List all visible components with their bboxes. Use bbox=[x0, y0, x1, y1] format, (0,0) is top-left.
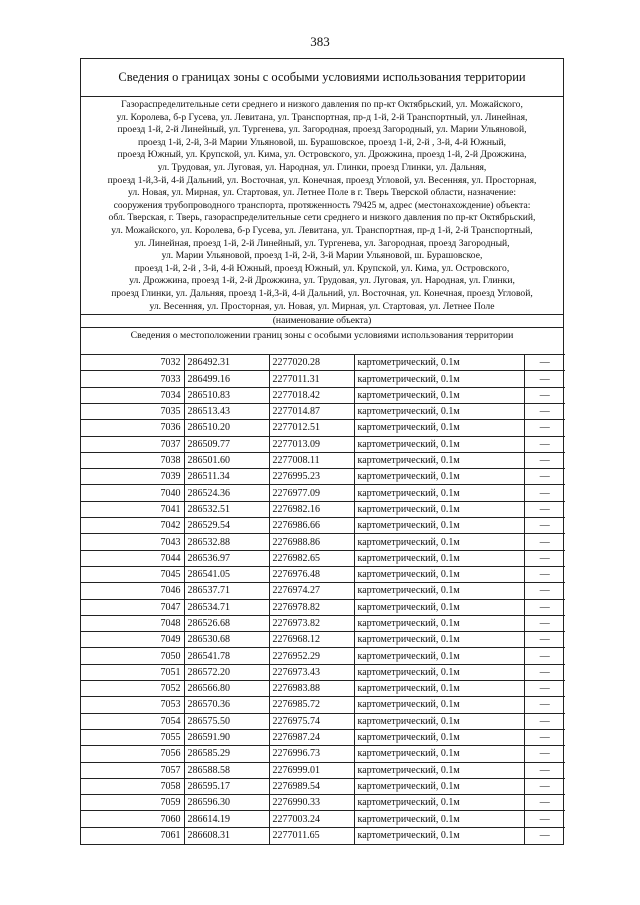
determination-method: картометрический, 0.1м bbox=[354, 795, 524, 811]
point-number: 7035 bbox=[81, 403, 184, 419]
y-coordinate: 2276976.48 bbox=[269, 566, 354, 582]
determination-method: картометрический, 0.1м bbox=[354, 583, 524, 599]
table-row bbox=[81, 518, 565, 534]
determination-method: картометрический, 0.1м bbox=[354, 501, 524, 517]
table-row bbox=[81, 387, 565, 403]
description-line: Газораспределительные сети среднего и низкого давления по пр-кт Октябрьский, ул. Можайского, bbox=[121, 99, 523, 110]
determination-method: картометрический, 0.1м bbox=[354, 469, 524, 485]
coordinates-table-body bbox=[81, 355, 565, 844]
y-coordinate: 2277020.28 bbox=[269, 355, 354, 371]
mean-error: — bbox=[524, 632, 565, 648]
determination-method: картометрический, 0.1м bbox=[354, 420, 524, 436]
form-title: Сведения о границах зоны с особыми условиями использования территории bbox=[81, 59, 563, 97]
x-coordinate: 286529.54 bbox=[184, 518, 269, 534]
determination-method: картометрический, 0.1м bbox=[354, 387, 524, 403]
determination-method: картометрический, 0.1м bbox=[354, 599, 524, 615]
point-number: 7036 bbox=[81, 420, 184, 436]
point-number: 7039 bbox=[81, 469, 184, 485]
y-coordinate: 2277013.09 bbox=[269, 436, 354, 452]
table-row bbox=[81, 778, 565, 794]
mean-error: — bbox=[524, 811, 565, 827]
point-number: 7041 bbox=[81, 501, 184, 517]
y-coordinate: 2277014.87 bbox=[269, 403, 354, 419]
description-line: проезд Глинки, ул. Дальняя, проезд 1-й,3-й, 4-й Дальний, ул. Восточная, ул. Конечная, проезд Угловой, bbox=[111, 287, 533, 299]
x-coordinate: 286585.29 bbox=[184, 746, 269, 762]
mean-error: — bbox=[524, 534, 565, 550]
determination-method: картометрический, 0.1м bbox=[354, 648, 524, 664]
y-coordinate: 2276985.72 bbox=[269, 697, 354, 713]
x-coordinate: 286499.16 bbox=[184, 371, 269, 387]
table-row bbox=[81, 713, 565, 729]
point-number: 7038 bbox=[81, 452, 184, 468]
mean-error: — bbox=[524, 615, 565, 631]
mean-error: — bbox=[524, 778, 565, 794]
mean-error: — bbox=[524, 371, 565, 387]
x-coordinate: 286541.05 bbox=[184, 566, 269, 582]
y-coordinate: 2276987.24 bbox=[269, 729, 354, 745]
point-number: 7052 bbox=[81, 681, 184, 697]
determination-method: картометрический, 0.1м bbox=[354, 746, 524, 762]
determination-method: картометрический, 0.1м bbox=[354, 534, 524, 550]
determination-method: картометрический, 0.1м bbox=[354, 518, 524, 534]
description-line: ул. Весенняя, ул. Просторная, ул. Новая, ул. Мирная, ул. Стартовая, ул. Летнее Поле bbox=[149, 300, 495, 312]
mean-error: — bbox=[524, 355, 565, 371]
y-coordinate: 2276982.65 bbox=[269, 550, 354, 566]
table-row bbox=[81, 664, 565, 680]
mean-error: — bbox=[524, 713, 565, 729]
x-coordinate: 286572.20 bbox=[184, 664, 269, 680]
determination-method: картометрический, 0.1м bbox=[354, 615, 524, 631]
determination-method: картометрический, 0.1м bbox=[354, 729, 524, 745]
table-row bbox=[81, 371, 565, 387]
table-row bbox=[81, 355, 565, 371]
description-line: ул. Дрожжина, проезд 1-й, 2-й Дрожжина, ул. Трудовая, ул. Луговая, ул. Народная, ул. Глинки, bbox=[129, 275, 515, 287]
point-number: 7033 bbox=[81, 371, 184, 387]
determination-method: картометрический, 0.1м bbox=[354, 403, 524, 419]
mean-error: — bbox=[524, 648, 565, 664]
description-line: ул. Трудовая, ул. Луговая, ул. Народная, ул. Глинки, проезд Глинки, ул. Дальняя, bbox=[157, 161, 487, 173]
x-coordinate: 286596.30 bbox=[184, 795, 269, 811]
x-coordinate: 286513.43 bbox=[184, 403, 269, 419]
x-coordinate: 286534.71 bbox=[184, 599, 269, 615]
determination-method: картометрический, 0.1м bbox=[354, 371, 524, 387]
description-line: ул. Новая, ул. Мирная, ул. Стартовая, ул. Летнее Поле в г. Тверь Тверской области, назначение: bbox=[128, 187, 516, 199]
y-coordinate: 2276952.29 bbox=[269, 648, 354, 664]
table-row bbox=[81, 599, 565, 615]
table-row bbox=[81, 762, 565, 778]
page-number: 383 bbox=[310, 34, 330, 49]
description-line: проезд Южный, ул. Крупской, ул. Кима, ул. Островского, ул. Дрожжина, проезд 1-й, 2-й Дрожжина, bbox=[117, 149, 527, 161]
table-row bbox=[81, 811, 565, 827]
determination-method: картометрический, 0.1м bbox=[354, 485, 524, 501]
description-line: проезд 1-й,3-й, 4-й Дальний, ул. Восточная, ул. Конечная, проезд Угловой, ул. Весенняя, ул. Просторная, bbox=[107, 174, 537, 186]
determination-method: картометрический, 0.1м bbox=[354, 436, 524, 452]
determination-method: картометрический, 0.1м bbox=[354, 355, 524, 371]
point-number: 7048 bbox=[81, 615, 184, 631]
y-coordinate: 2276999.01 bbox=[269, 762, 354, 778]
point-number: 7046 bbox=[81, 583, 184, 599]
mean-error: — bbox=[524, 762, 565, 778]
table-row bbox=[81, 583, 565, 599]
table-row bbox=[81, 469, 565, 485]
mean-error: — bbox=[524, 550, 565, 566]
description-line: проезд 1-й, 2-й, 3-й Марии Ульяновой, ш. Бурашовское, проезд 1-й, 2-й , 3-й, 4-й Южный, bbox=[137, 136, 507, 148]
determination-method: картометрический, 0.1м bbox=[354, 664, 524, 680]
determination-method: картометрический, 0.1м bbox=[354, 762, 524, 778]
point-number: 7049 bbox=[81, 632, 184, 648]
x-coordinate: 286595.17 bbox=[184, 778, 269, 794]
mean-error: — bbox=[524, 469, 565, 485]
determination-method: картометрический, 0.1м bbox=[354, 827, 524, 843]
y-coordinate: 2276983.88 bbox=[269, 681, 354, 697]
mean-error: — bbox=[524, 795, 565, 811]
description-line: ул. Марии Ульяновой, проезд 1-й, 2-й, 3-й Марии Ульяновой, ш. Бурашовское, bbox=[161, 250, 483, 262]
determination-method: картометрический, 0.1м bbox=[354, 697, 524, 713]
point-number: 7059 bbox=[81, 795, 184, 811]
determination-method: картометрический, 0.1м bbox=[354, 632, 524, 648]
point-number: 7047 bbox=[81, 599, 184, 615]
table-row bbox=[81, 485, 565, 501]
mean-error: — bbox=[524, 583, 565, 599]
determination-method: картометрический, 0.1м bbox=[354, 681, 524, 697]
determination-method: картометрический, 0.1м bbox=[354, 550, 524, 566]
mean-error: — bbox=[524, 697, 565, 713]
x-coordinate: 286524.36 bbox=[184, 485, 269, 501]
table-row bbox=[81, 436, 565, 452]
y-coordinate: 2277003.24 bbox=[269, 811, 354, 827]
point-number: 7032 bbox=[81, 355, 184, 371]
y-coordinate: 2276974.27 bbox=[269, 583, 354, 599]
determination-method: картометрический, 0.1м bbox=[354, 713, 524, 729]
table-row bbox=[81, 746, 565, 762]
x-coordinate: 286530.68 bbox=[184, 632, 269, 648]
y-coordinate: 2276977.09 bbox=[269, 485, 354, 501]
x-coordinate: 286532.51 bbox=[184, 501, 269, 517]
table-row bbox=[81, 403, 565, 419]
determination-method: картометрический, 0.1м bbox=[354, 778, 524, 794]
x-coordinate: 286608.31 bbox=[184, 827, 269, 843]
object-description bbox=[81, 97, 563, 314]
description-line: сооружения трубопроводного транспорта, протяженность 79425 м, адрес (местонахождение) объекта: bbox=[113, 199, 531, 211]
mean-error: — bbox=[524, 729, 565, 745]
description-line: ул. Линейная, проезд 1-й, 2-й Линейный, ул. Тургенева, ул. Загородная, проезд Загородный, bbox=[134, 237, 510, 249]
point-number: 7045 bbox=[81, 566, 184, 582]
y-coordinate: 2276986.66 bbox=[269, 518, 354, 534]
y-coordinate: 2276995.23 bbox=[269, 469, 354, 485]
table-row bbox=[81, 452, 565, 468]
mean-error: — bbox=[524, 436, 565, 452]
x-coordinate: 286509.77 bbox=[184, 436, 269, 452]
point-number: 7040 bbox=[81, 485, 184, 501]
x-coordinate: 286537.71 bbox=[184, 583, 269, 599]
table-row bbox=[81, 681, 565, 697]
point-number: 7055 bbox=[81, 729, 184, 745]
table-row bbox=[81, 827, 565, 843]
mean-error: — bbox=[524, 681, 565, 697]
table-row bbox=[81, 566, 565, 582]
mean-error: — bbox=[524, 827, 565, 843]
mean-error: — bbox=[524, 485, 565, 501]
table-row bbox=[81, 550, 565, 566]
table-row bbox=[81, 420, 565, 436]
table-row bbox=[81, 501, 565, 517]
x-coordinate: 286510.83 bbox=[184, 387, 269, 403]
mean-error: — bbox=[524, 452, 565, 468]
point-number: 7058 bbox=[81, 778, 184, 794]
y-coordinate: 2277012.51 bbox=[269, 420, 354, 436]
mean-error: — bbox=[524, 518, 565, 534]
mean-error: — bbox=[524, 387, 565, 403]
y-coordinate: 2276989.54 bbox=[269, 778, 354, 794]
mean-error: — bbox=[524, 501, 565, 517]
y-coordinate: 2276996.73 bbox=[269, 746, 354, 762]
table-row bbox=[81, 729, 565, 745]
y-coordinate: 2276982.16 bbox=[269, 501, 354, 517]
y-coordinate: 2276975.74 bbox=[269, 713, 354, 729]
mean-error: — bbox=[524, 566, 565, 582]
point-number: 7057 bbox=[81, 762, 184, 778]
mean-error: — bbox=[524, 420, 565, 436]
point-number: 7042 bbox=[81, 518, 184, 534]
x-coordinate: 286541.78 bbox=[184, 648, 269, 664]
description-line: проезд 1-й, 2-й , 3-й, 4-й Южный, проезд Южный, ул. Крупской, ул. Кима, ул. Островского, bbox=[134, 262, 510, 274]
mean-error: — bbox=[524, 599, 565, 615]
y-coordinate: 2276988.86 bbox=[269, 534, 354, 550]
determination-method: картометрический, 0.1м bbox=[354, 452, 524, 468]
y-coordinate: 2276978.82 bbox=[269, 599, 354, 615]
x-coordinate: 286588.58 bbox=[184, 762, 269, 778]
table-row bbox=[81, 697, 565, 713]
section-title: Сведения о местоположении границ зоны с особыми условиями использования территории bbox=[81, 327, 563, 354]
x-coordinate: 286566.80 bbox=[184, 681, 269, 697]
y-coordinate: 2276973.43 bbox=[269, 664, 354, 680]
table-row bbox=[81, 795, 565, 811]
mean-error: — bbox=[524, 403, 565, 419]
x-coordinate: 286575.50 bbox=[184, 713, 269, 729]
y-coordinate: 2276990.33 bbox=[269, 795, 354, 811]
x-coordinate: 286532.88 bbox=[184, 534, 269, 550]
point-number: 7037 bbox=[81, 436, 184, 452]
point-number: 7044 bbox=[81, 550, 184, 566]
description-line: обл. Тверская, г. Тверь, газораспределительные сети среднего и низкого давления по пр-кт Октябрьский, bbox=[108, 212, 536, 224]
point-number: 7043 bbox=[81, 534, 184, 550]
description-line: ул. Королева, б-р Гусева, ул. Левитана, ул. Транспортная, пр-д 1-й, 2-й Транспортный, ул. Линейная, bbox=[116, 111, 528, 123]
point-number: 7054 bbox=[81, 713, 184, 729]
coordinates-table bbox=[81, 354, 565, 843]
point-number: 7034 bbox=[81, 387, 184, 403]
x-coordinate: 286526.68 bbox=[184, 615, 269, 631]
x-coordinate: 286492.31 bbox=[184, 355, 269, 371]
y-coordinate: 2277018.42 bbox=[269, 387, 354, 403]
y-coordinate: 2277011.31 bbox=[269, 371, 354, 387]
table-row bbox=[81, 615, 565, 631]
table-row bbox=[81, 632, 565, 648]
zone-boundary-form bbox=[80, 58, 564, 845]
object-caption: (наименование объекта) bbox=[81, 314, 563, 327]
mean-error: — bbox=[524, 746, 565, 762]
determination-method: картометрический, 0.1м bbox=[354, 811, 524, 827]
y-coordinate: 2277008.11 bbox=[269, 452, 354, 468]
y-coordinate: 2276968.12 bbox=[269, 632, 354, 648]
determination-method: картометрический, 0.1м bbox=[354, 566, 524, 582]
description-line: ул. Можайского, ул. Королева, б-р Гусева, ул. Левитана, ул. Транспортная, пр-д 1-й, 2-й Транспортный, bbox=[111, 224, 533, 236]
x-coordinate: 286511.34 bbox=[184, 469, 269, 485]
table-row bbox=[81, 648, 565, 664]
x-coordinate: 286591.90 bbox=[184, 729, 269, 745]
mean-error: — bbox=[524, 664, 565, 680]
point-number: 7061 bbox=[81, 827, 184, 843]
table-row bbox=[81, 534, 565, 550]
y-coordinate: 2277011.65 bbox=[269, 827, 354, 843]
x-coordinate: 286501.60 bbox=[184, 452, 269, 468]
y-coordinate: 2276973.82 bbox=[269, 615, 354, 631]
x-coordinate: 286536.97 bbox=[184, 550, 269, 566]
point-number: 7053 bbox=[81, 697, 184, 713]
x-coordinate: 286614.19 bbox=[184, 811, 269, 827]
point-number: 7051 bbox=[81, 664, 184, 680]
point-number: 7060 bbox=[81, 811, 184, 827]
x-coordinate: 286570.36 bbox=[184, 697, 269, 713]
description-line: проезд 1-й, 2-й Линейный, ул. Тургенева, ул. Загородная, проезд Загородный, ул. Марии Ульяновой, bbox=[117, 124, 527, 136]
point-number: 7050 bbox=[81, 648, 184, 664]
point-number: 7056 bbox=[81, 746, 184, 762]
x-coordinate: 286510.20 bbox=[184, 420, 269, 436]
